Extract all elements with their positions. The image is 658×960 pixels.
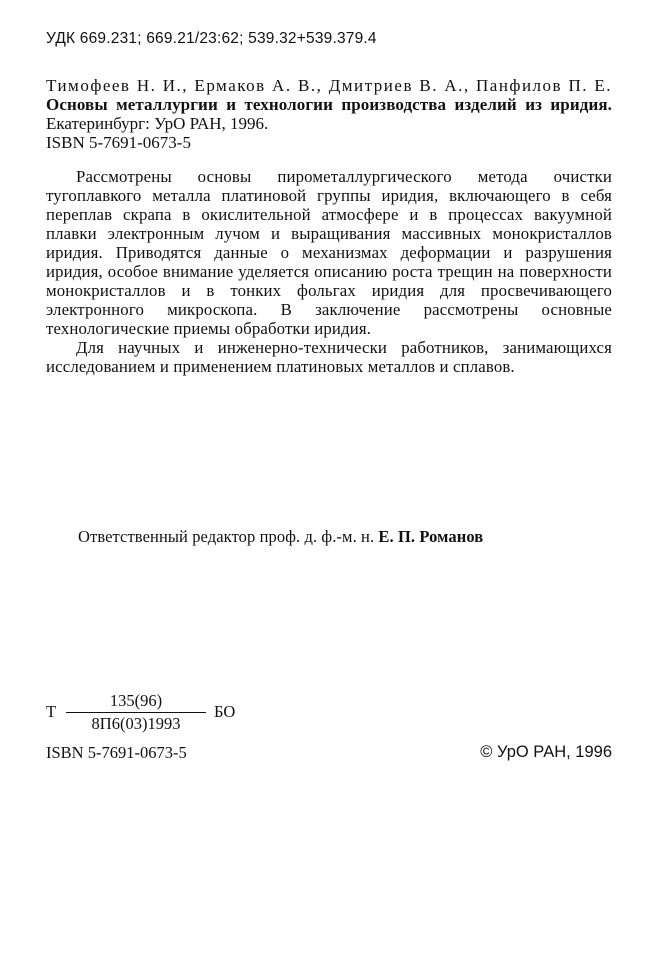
authors: Тимофеев Н. И., Ермаков А. В., Дмитриев В. А., Панфилов П. Е. — [46, 76, 612, 95]
abstract — [46, 167, 612, 376]
catalog-suffix: БО — [214, 702, 236, 721]
abstract-paragraph: Рассмотрены основы пирометаллургического метода очистки тугоплавкого металла платиновой группы иридия, включающего в себя переплав скрапа в окислительной атмосфере и в процессах вакуумной плавки электронным лучом и выращивания массивных монокристаллов иридия. Приводятся данные о механизмах деформации и разрушения иридия, особое внимание уделяется описанию роста трещин на поверхности монокристаллов и в тонких фольгах иридия для просвечивающего электронного микроскопа. В заключение рассмотрены основные технологические приемы обработки иридия. — [46, 167, 612, 338]
catalog-prefix: Т — [46, 702, 57, 721]
editor-name: Е. П. Романов — [378, 527, 484, 546]
fraction-bar — [66, 712, 206, 713]
copyright: © УрО РАН, 1996 — [480, 743, 612, 761]
isbn-bottom: ISBN 5-7691-0673-5 — [46, 743, 187, 762]
catalog-numerator: 135(96) — [109, 691, 163, 710]
bibliographic-record — [46, 76, 612, 152]
udk-code: УДК 669.231; 669.21/23:62; 539.32+539.379.4 — [46, 30, 377, 47]
responsible-editor — [78, 527, 483, 547]
abstract-paragraph: Для научных и инженерно-технически работников, занимающихся исследованием и применением платиновых металлов и сплавов. — [46, 338, 612, 376]
page-body — [46, 30, 612, 376]
catalog-denominator: 8П6(03)1993 — [91, 714, 181, 733]
catalog-fraction — [66, 692, 206, 733]
editor-label: Ответственный редактор проф. д. ф.-м. н. — [78, 527, 375, 546]
publisher: Екатеринбург: УрО РАН, 1996. — [46, 114, 269, 133]
book-title: Основы металлургии и технологии производства изделий из иридия. — [46, 95, 612, 114]
isbn-top: ISBN 5-7691-0673-5 — [46, 133, 191, 152]
